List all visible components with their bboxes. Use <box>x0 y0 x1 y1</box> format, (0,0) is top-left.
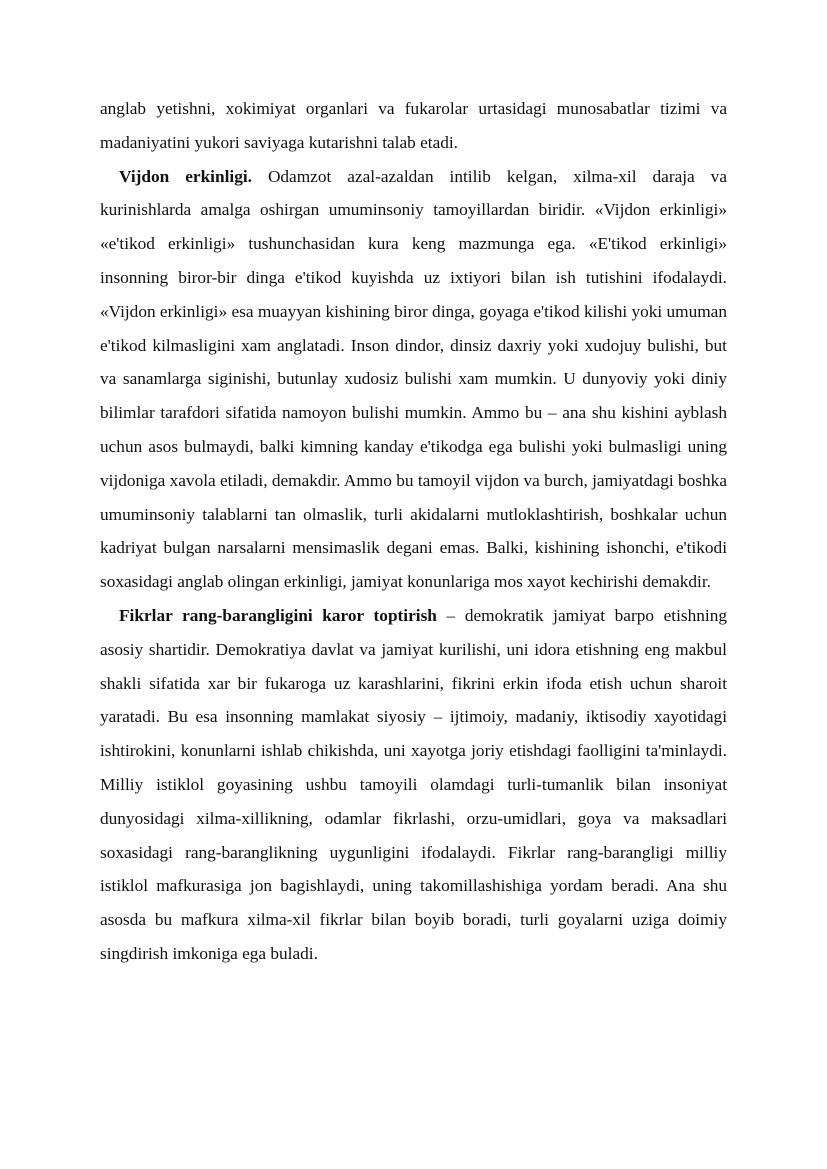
paragraph-heading: Vijdon erkinligi. <box>119 166 252 186</box>
document-page <box>100 92 727 971</box>
paragraph-pluralism-of-opinions <box>100 599 727 971</box>
paragraph-heading: Fikrlar rang-barangligini karor toptirish <box>119 605 437 625</box>
paragraph-continuation <box>100 92 727 160</box>
paragraph-text: – demokratik jamiyat barpo etishning asosiy shartidir. Demokratiya davlat va jamiyat kurilishi, uni idora etishning eng makbul shakli sifatida xar bir fukaroga uz karashlarini, fikrini erkin ifoda etish uchun sharoit yaratadi. Bu esa insonning mamlakat siyosiy – ijtimoiy, madaniy, iktisodiy xayotidagi ishtirokini, konunlarni ishlab chikishda, uni xayotga joriy etishdagi faolligini ta'minlaydi. Milliy istiklol goyasining ushbu tamoyili olamdagi turli-tumanlik bilan insoniyat dunyosidagi xilma-xillikning, odamlar fikrlashi, orzu-umidlari, goya va maksadlari soxasidagi rang-baranglikning uygunligini ifodalaydi. Fikrlar rang-barangligi milliy istiklol mafkurasiga jon bagishlaydi, uning takomillashishiga yordam beradi. Ana shu asosda bu mafkura xilma-xil fikrlar bilan boyib boradi, turli goyalarni uziga doimiy singdirish imkoniga ega buladi. <box>100 605 727 963</box>
paragraph-freedom-of-conscience <box>100 160 727 599</box>
paragraph-text: anglab yetishni, xokimiyat organlari va fukarolar urtasidagi munosabatlar tizimi va madaniyatini yukori saviyaga kutarishni talab etadi. <box>100 99 727 152</box>
paragraph-text: Odamzot azal-azaldan intilib kelgan, xilma-xil daraja va kurinishlarda amalga oshirgan umuminsoniy tamoyillardan biridir. «Vijdon erkinligi» «e'tikod erkinligi» tushunchasidan kura keng mazmunga ega. «E'tikod erkinligi» insonning biror-bir dinga e'tikod kuyishda uz ixtiyori bilan ish tutishini ifodalaydi. «Vijdon erkinligi» esa muayyan kishining biror dinga, goyaga e'tikod kilishi yoki umuman e'tikod kilmasligini xam anglatadi. Inson dindor, dinsiz daxriy yoki xudojuy bulishi, but va sanamlarga siginishi, butunlay xudosiz bulishi xam mumkin. U dunyoviy yoki diniy bilimlar tarafdori sifatida namoyon bulishi mumkin. Ammo bu – ana shu kishini ayblash uchun asos bulmaydi, balki kimning kanday e'tikodga ega bulishi yoki bulmasligi uning vijdoniga xavola etiladi, demakdir. Ammo bu tamoyil vijdon va burch, jamiyatdagi boshka umuminsoniy talablarni tan olmaslik, turli akidalarni mutloklashtirish, boshkalar uchun kadriyat bulgan narsalarni mensimaslik degani emas. Balki, kishining ishonchi, e'tikodi soxasidagi anglab olingan erkinligi, jamiyat konunlariga mos xayot kechirishi demakdir. <box>100 166 727 592</box>
